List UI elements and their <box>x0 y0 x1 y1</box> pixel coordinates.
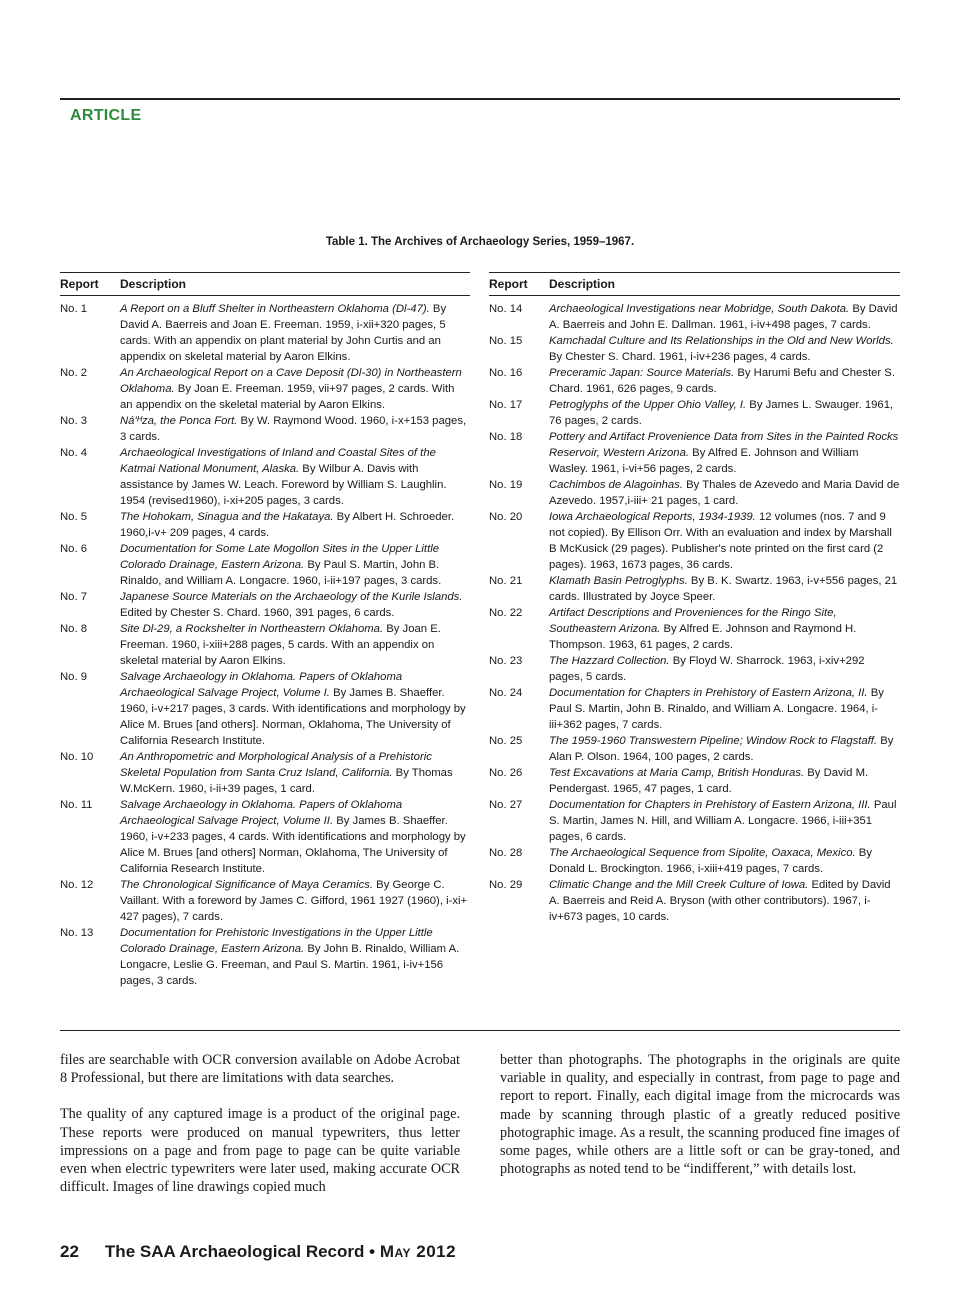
table-row <box>60 621 470 669</box>
report-title: Test Excavations at Maria Camp, British Honduras. <box>549 767 805 779</box>
journal-line <box>105 1242 456 1262</box>
table-row <box>60 365 470 413</box>
report-number: No. 10 <box>60 751 94 763</box>
top-rule <box>60 98 900 100</box>
report-description <box>120 445 470 509</box>
table-row <box>489 685 900 733</box>
report-description <box>549 653 900 685</box>
report-title: Documentation for Chapters in Prehistory of Eastern Arizona, III. <box>549 799 871 811</box>
table-row <box>60 541 470 589</box>
report-number: No. 21 <box>489 575 523 587</box>
page-footer <box>60 1242 456 1262</box>
report-details: By Joan E. Freeman. 1960, i-xiii+288 pages, 5 cards. With an appendix on skeletal material by Aaron Elkins. <box>120 623 441 667</box>
report-number: No. 27 <box>489 799 523 811</box>
table-row <box>489 429 900 477</box>
report-details: By Paul S. Martin, John B. Rinaldo, and William A. Longacre. 1960, i-ii+197 pages, 3 cards. <box>120 559 442 587</box>
report-details: By Albert H. Schroeder. 1960,i-v+ 209 pages, 4 cards. <box>120 511 455 539</box>
report-number: No. 16 <box>489 367 523 379</box>
report-number: No. 15 <box>489 335 523 347</box>
table-row <box>489 605 900 653</box>
report-number: No. 9 <box>60 671 88 683</box>
body-column-right <box>500 1051 900 1196</box>
report-details: By W. Raymond Wood. 1960, i-x+153 pages, 3 cards. <box>120 415 467 443</box>
report-title: Iowa Archaeological Reports, 1934-1939. <box>549 511 756 523</box>
table-title: Table 1. The Archives of Archaeology Series, 1959–1967. <box>325 236 635 248</box>
report-description <box>549 765 900 797</box>
table-column-left <box>60 272 470 989</box>
report-details: By James B. Shaeffer. 1960, i-v+233 pages, 4 cards. With identifications and morphology by Alice M. Brues [and others] Norman, Oklahoma, The University of California Research Institute. <box>120 815 466 875</box>
header-report: Report <box>489 277 528 291</box>
report-description <box>120 669 470 749</box>
report-details: By Alan P. Olson. 1964, 100 pages, 2 cards. <box>549 735 894 763</box>
header-description: Description <box>549 277 616 291</box>
body-paragraph: better than photographs. The photographs in the originals are quite variable in quality, and especially in contrast, from page to page and report to report. Finally, each digital image from the microcards was made by scanning through plastic of a greatly reduced positive photographic image. As a result, the scanning produced fine images of some pages, while others are a little soft or can be gray-toned, and photographs as noted tend to be “indifferent,” with details lost. <box>500 1052 900 1178</box>
report-title: Site Dl-29, a Rockshelter in Northeastern Oklahoma. <box>120 623 384 635</box>
table-row <box>489 797 900 845</box>
report-number: No. 18 <box>489 431 523 443</box>
report-number: No. 28 <box>489 847 523 859</box>
report-details: By Thomas W.McKern. 1960, i-ii+39 pages, 1 card. <box>120 767 453 795</box>
report-description <box>549 877 900 925</box>
table-row <box>60 589 470 621</box>
report-title: Salvage Archaeology in Oklahoma. Papers of Oklahoma Archaeological Salvage Project, Volume I. <box>120 671 403 699</box>
report-number: No. 5 <box>60 511 88 523</box>
report-number: No. 22 <box>489 607 523 619</box>
report-title: Artifact Descriptions and Proveniences for the Ringo Site, Southeastern Arizona. <box>549 607 837 635</box>
body-paragraph: files are searchable with OCR conversion available on Adobe Acrobat 8 Professional, but there are limitations with data searches. <box>60 1052 460 1087</box>
table-row <box>489 333 900 365</box>
report-description <box>120 413 470 445</box>
header-report: Report <box>60 277 99 291</box>
body-column-left <box>60 1051 460 1214</box>
report-number: No. 26 <box>489 767 523 779</box>
report-description <box>120 877 470 925</box>
report-title: Ná'ᴴza, the Ponca Fort. <box>120 415 238 427</box>
report-title: Kamchadal Culture and Its Relationships in the Old and New Worlds. <box>549 335 894 347</box>
report-title: Climatic Change and the Mill Creek Culture of Iowa. <box>549 879 809 891</box>
table-row <box>489 653 900 685</box>
table-row <box>489 397 900 429</box>
table-rows-right <box>489 296 900 925</box>
table-header <box>489 272 900 296</box>
report-description <box>549 605 900 653</box>
report-details: By John B. Rinaldo, William A. Longacre, Leslie G. Freeman, and Paul S. Martin. 1961, i-iv+156 pages, 3 cards. <box>120 943 460 987</box>
report-number: No. 1 <box>60 303 88 315</box>
report-number: No. 19 <box>489 479 523 491</box>
report-details: By David A. Baerreis and Joan E. Freeman. 1959, i-xii+320 pages, 5 cards. With an appendix on plant material by John Curtis and an appendix on skeletal material by Aaron Elkins. <box>120 303 447 363</box>
report-description <box>549 685 900 733</box>
table-row <box>489 301 900 333</box>
report-number: No. 20 <box>489 511 523 523</box>
report-description <box>120 797 470 877</box>
report-description <box>549 797 900 845</box>
report-details: Edited by Chester S. Chard. 1960, 391 pages, 6 cards. <box>120 607 395 619</box>
report-description <box>120 621 470 669</box>
report-details: By Alfred E. Johnson and Raymond H. Thompson. 1963, 61 pages, 2 cards. <box>549 623 857 651</box>
issue-date: May 2012 <box>379 1242 457 1261</box>
report-title: The Archaeological Sequence from Sipolite, Oaxaca, Mexico. <box>549 847 856 859</box>
table-row <box>489 845 900 877</box>
report-description <box>120 749 470 797</box>
report-details: By David M. Pendergast. 1965, 47 pages, 1 card. <box>549 767 869 795</box>
report-description <box>549 509 900 573</box>
table-header <box>60 272 470 296</box>
report-number: No. 23 <box>489 655 523 667</box>
report-details: By George C. Vaillant. With a foreword by James C. Gifford, 1961 1927 (1960), i-xi+ 427 pages), 7 cards. <box>120 879 468 923</box>
table-row <box>60 509 470 541</box>
table-row <box>489 765 900 797</box>
report-number: No. 14 <box>489 303 523 315</box>
report-number: No. 11 <box>60 799 93 811</box>
report-details: By James L. Swauger. 1961, 76 pages, 2 cards. <box>549 399 894 427</box>
report-details: By Paul S. Martin, John B. Rinaldo, and William A. Longacre. 1964, i-iii+362 pages, 7 cards. <box>549 687 884 731</box>
report-description <box>549 733 900 765</box>
table-row <box>60 669 470 749</box>
report-number: No. 7 <box>60 591 88 603</box>
header-description: Description <box>120 277 187 291</box>
report-title: The Hohokam, Sinagua and the Hakataya. <box>120 511 334 523</box>
report-description <box>120 541 470 589</box>
report-title: Preceramic Japan: Source Materials. <box>549 367 735 379</box>
report-details: By Wilbur A. Davis with assistance by James W. Leach. Foreword by William S. Laughlin. 1954 (revised1960), i-xi+205 pages, 3 cards. <box>120 463 447 507</box>
table-row <box>489 509 900 573</box>
report-description <box>120 301 470 365</box>
table-row <box>60 445 470 509</box>
report-description <box>549 365 900 397</box>
report-description <box>120 365 470 413</box>
report-title: Pottery and Artifact Provenience Data from Sites in the Painted Rocks Reservoir, Western Arizona. <box>549 431 899 459</box>
report-details: Paul S. Martin, James N. Hill, and William A. Longacre. 1966, i-iii+351 pages, 6 cards. <box>549 799 897 843</box>
report-number: No. 24 <box>489 687 523 699</box>
report-details: By Joan E. Freeman. 1959, vii+97 pages, 2 cards. With an appendix on the skeletal material by Aaron Elkins. <box>120 383 455 411</box>
report-details: By Floyd W. Sharrock. 1963, i-xiv+292 pages, 5 cards. <box>549 655 865 683</box>
table-column-right <box>489 272 900 925</box>
report-title: Klamath Basin Petroglyphs. <box>549 575 688 587</box>
page-number: 22 <box>60 1242 79 1261</box>
table-row <box>489 877 900 925</box>
report-title: Japanese Source Materials on the Archaeology of the Kurile Islands. <box>120 591 463 603</box>
report-title: Archaeological Investigations of Inland and Coastal Sites of the Katmai National Monument, Alaska. <box>120 447 436 475</box>
report-number: No. 17 <box>489 399 523 411</box>
report-number: No. 6 <box>60 543 88 555</box>
report-number: No. 8 <box>60 623 88 635</box>
report-number: No. 3 <box>60 415 88 427</box>
report-details: By Donald L. Brockington. 1966, i-xiii+419 pages, 7 cards. <box>549 847 872 875</box>
report-description <box>549 573 900 605</box>
report-details: By B. K. Swartz. 1963, i-v+556 pages, 21 cards. Illustrated by Joyce Speer. <box>549 575 898 603</box>
body-paragraph: The quality of any captured image is a product of the original page. These reports were produced on manual typewriters, thus letter impressions on a page and from page to page can be quite variable even when electric typewriters were later used, making accurate OCR difficult. Images of line drawings copied much <box>60 1106 460 1196</box>
report-description <box>549 429 900 477</box>
journal-title: The SAA Archaeological Record <box>104 1242 365 1261</box>
table-row <box>489 733 900 765</box>
report-title: The Chronological Significance of Maya Ceramics. <box>120 879 374 891</box>
table-row <box>60 925 470 989</box>
report-description <box>549 845 900 877</box>
separator: • <box>369 1242 376 1261</box>
report-title: An Archaeological Report on a Cave Deposit (Dl-30) in Northeastern Oklahoma. <box>120 367 462 395</box>
report-title: Documentation for Prehistoric Investigations in the Upper Little Colorado Drainage, Eastern Arizona. <box>120 927 433 955</box>
report-description <box>549 477 900 509</box>
report-details: Edited by David A. Baerreis and Reid A. Bryson (with other contributors). 1967, i-iv+673 pages, 10 cards. <box>549 879 891 923</box>
report-title: Salvage Archaeology in Oklahoma. Papers of Oklahoma Archaeological Salvage Project, Volume II. <box>120 799 403 827</box>
report-description <box>120 509 470 541</box>
table-row <box>60 749 470 797</box>
table-row <box>60 877 470 925</box>
report-title: The 1959-1960 Transwestern Pipeline; Window Rock to Flagstaff. <box>549 735 878 747</box>
report-title: Documentation for Some Late Mogollon Sites in the Upper Little Colorado Drainage, Eastern Arizona. <box>120 543 439 571</box>
report-title: A Report on a Bluff Shelter in Northeastern Oklahoma (Dl-47). <box>120 303 430 315</box>
report-title: An Anthropometric and Morphological Analysis of a Prehistoric Skeletal Population from Santa Cruz Island, California. <box>120 751 432 779</box>
report-description <box>549 397 900 429</box>
report-description <box>549 301 900 333</box>
report-number: No. 2 <box>60 367 88 379</box>
report-details: By Harumi Befu and Chester S. Chard. 1961, 626 pages, 9 cards. <box>549 367 895 395</box>
report-title: The Hazzard Collection. <box>549 655 670 667</box>
report-details: By Chester S. Chard. 1961, i-iv+236 pages, 4 cards. <box>549 351 811 363</box>
report-description <box>120 925 470 989</box>
report-number: No. 25 <box>489 735 523 747</box>
table-rows-left <box>60 296 470 989</box>
report-title: Cachimbos de Alagoinhas. <box>549 479 683 491</box>
table-row <box>60 797 470 877</box>
table-bottom-rule <box>60 1030 900 1031</box>
table-row <box>489 365 900 397</box>
report-description <box>549 333 900 365</box>
report-number: No. 13 <box>60 927 94 939</box>
table-row <box>60 413 470 445</box>
table-row <box>489 477 900 509</box>
section-label: ARTICLE <box>70 107 142 124</box>
report-title: Archaeological Investigations near Mobridge, South Dakota. <box>549 303 850 315</box>
report-title: Documentation for Chapters in Prehistory of Eastern Arizona, II. <box>549 687 868 699</box>
report-details: By Alfred E. Johnson and William Wasley. 1961, i-vi+56 pages, 2 cards. <box>549 447 859 475</box>
report-details: By James B. Shaeffer. 1960, i-v+217 pages, 3 cards. With identifications and morphology by Alice M. Brues [and others]. Norman, Oklahoma, The University of California Research Institute. <box>120 687 466 747</box>
report-details: 12 volumes (nos. 7 and 9 not copied). By Ellison Orr. With an evaluation and index by Marshall B McKusick (29 pages). Publisher's note printed on the first card (2 pages). 1963, 1673 pages, 36 cards. <box>549 511 892 571</box>
table-row <box>489 573 900 605</box>
report-number: No. 12 <box>60 879 94 891</box>
report-details: By David A. Baerreis and John E. Dallman. 1961, i-iv+498 pages, 7 cards. <box>549 303 898 331</box>
report-title: Petroglyphs of the Upper Ohio Valley, I. <box>549 399 747 411</box>
table-row <box>60 301 470 365</box>
report-number: No. 4 <box>60 447 88 459</box>
report-description <box>120 589 470 621</box>
report-details: By Thales de Azevedo and Maria David de Azevedo. 1957,i-iii+ 21 pages, 1 card. <box>549 479 900 507</box>
report-number: No. 29 <box>489 879 523 891</box>
